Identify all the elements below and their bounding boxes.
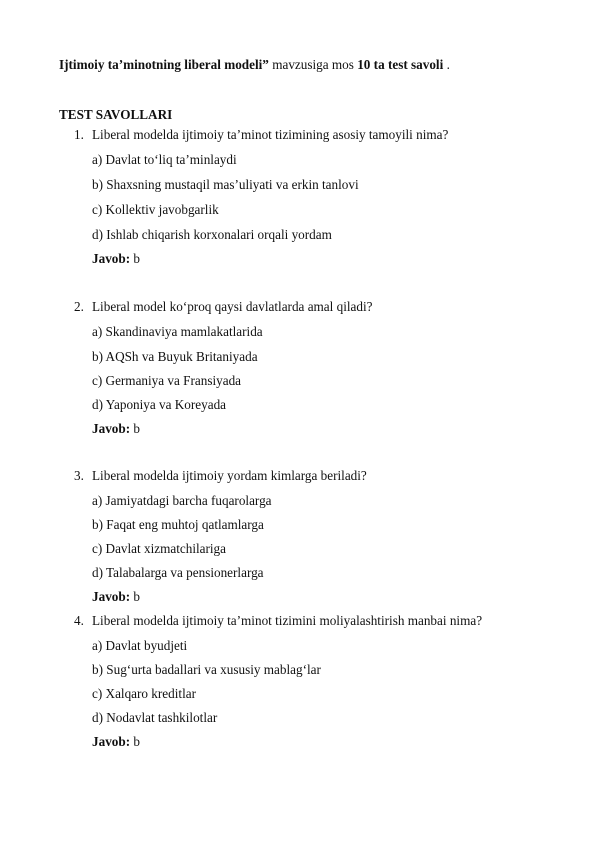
intro-mid-text: mavzusiga mos <box>268 57 358 72</box>
option-d: d) Yaponiya va Koreyada <box>92 397 227 412</box>
intro-line <box>59 57 450 73</box>
question-label: Liberal model ko‘proq qaysi davlatlarda amal qiladi? <box>92 299 373 314</box>
section-title: TEST SAVOLLARI <box>59 107 173 122</box>
option-b: b) Faqat eng muhtoj qatlamlarga <box>92 517 264 532</box>
question-text <box>74 299 373 315</box>
question-number: 2. <box>74 299 84 314</box>
option-d: d) Nodavlat tashkilotlar <box>92 710 218 725</box>
question-number: 1. <box>74 127 84 142</box>
option-c: c) Kollektiv javobgarlik <box>92 202 219 217</box>
option-d: d) Talabalarga va pensionerlarga <box>92 565 264 580</box>
answer-label: Javob: <box>92 251 131 266</box>
answer-line <box>92 734 140 750</box>
question-label: Liberal modelda ijtimoiy ta’minot tizimini moliyalashtirish manbai nima? <box>92 613 483 628</box>
option-c: c) Germaniya va Fransiyada <box>92 373 242 388</box>
option-b: b) Sug‘urta badallari va xususiy mablag‘lar <box>92 662 321 677</box>
intro-title: Ijtimoiy ta’minotning liberal modeli” <box>59 57 269 72</box>
intro-end: . <box>443 57 450 72</box>
option-d: d) Ishlab chiqarish korxonalari orqali yordam <box>92 227 332 242</box>
answer-line <box>92 251 140 267</box>
answer-label: Javob: <box>92 589 131 604</box>
answer-line <box>92 589 140 605</box>
answer-value: b <box>130 251 140 266</box>
answer-line <box>92 421 140 437</box>
option-a: a) Jamiyatdagi barcha fuqarolarga <box>92 493 272 508</box>
answer-value: b <box>130 734 140 749</box>
answer-value: b <box>130 589 140 604</box>
question-text <box>74 613 482 629</box>
question-text <box>74 468 367 484</box>
option-a: a) Skandinaviya mamlakatlarida <box>92 324 263 339</box>
question-label: Liberal modelda ijtimoiy yordam kimlarga beriladi? <box>92 468 367 483</box>
question-number: 4. <box>74 613 84 628</box>
answer-value: b <box>130 421 140 436</box>
intro-count: 10 ta test savoli <box>357 57 444 72</box>
question-number: 3. <box>74 468 84 483</box>
option-b: b) AQSh va Buyuk Britaniyada <box>92 349 258 364</box>
option-a: a) Davlat byudjeti <box>92 638 188 653</box>
question-text <box>74 127 448 143</box>
option-b: b) Shaxsning mustaqil mas’uliyati va erkin tanlovi <box>92 177 359 192</box>
option-c: c) Davlat xizmatchilariga <box>92 541 227 556</box>
option-c: c) Xalqaro kreditlar <box>92 686 196 701</box>
answer-label: Javob: <box>92 421 131 436</box>
option-a: a) Davlat to‘liq ta’minlaydi <box>92 152 237 167</box>
question-label: Liberal modelda ijtimoiy ta’minot tizimining asosiy tamoyili nima? <box>92 127 449 142</box>
answer-label: Javob: <box>92 734 131 749</box>
